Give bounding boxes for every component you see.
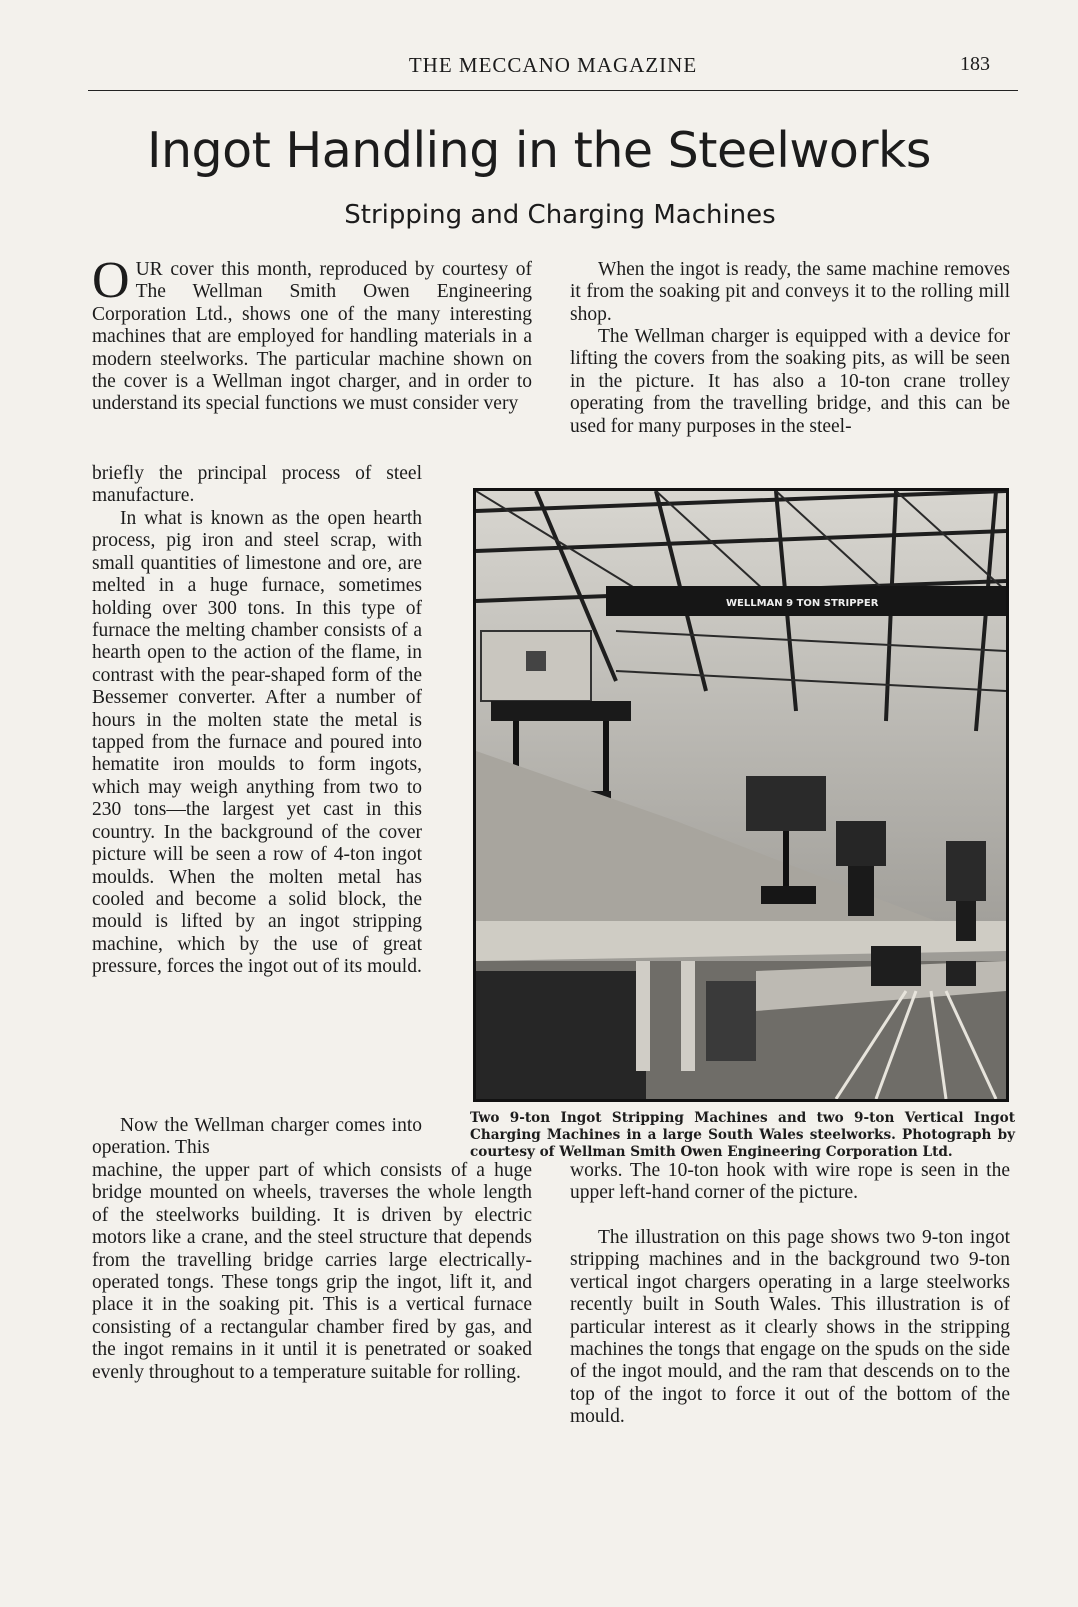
article-subtitle: Stripping and Charging Machines xyxy=(344,200,776,230)
paragraph-intro: OUR cover this month, reproduced by courtesy of The Wellman Smith Owen Engineering Corporation Ltd., shows one of the many interesting machines that are employed for handling materials in a modern steelworks. The particular machine shown on the cover is a Wellman ingot charger, and in order to understand its special functions we must consider very xyxy=(92,252,532,415)
paragraph-charger: Now the Wellman charger comes into operation. This xyxy=(92,1115,422,1159)
paragraph-intro-continued: briefly the principal process of steel manufacture. xyxy=(92,463,422,507)
photo-illustration xyxy=(476,491,1006,1099)
page-number: 183 xyxy=(960,53,990,75)
paragraph-illustration: The illustration on this page shows two 9-ton ingot stripping machines and in the background two 9-ton vertical ingot chargers operating in a large steelworks recently built in South Wales. This illustration is of particular interest as it clearly shows in the stripping machines the tongs that engage on the spuds on the side of the ingot mould, and the ram that descends on to the top of the ingot to force it out of the bottom of the mould. xyxy=(570,1227,1010,1428)
page-header xyxy=(88,50,1018,91)
magazine-title: THE MECCANO MAGAZINE xyxy=(408,53,698,77)
paragraph-rolling-mill: When the ingot is ready, the same machine removes it from the soaking pit and conveys it to the rolling mill shop. xyxy=(570,259,1010,325)
crane-sign: WELLMAN 9 TON STRIPPER xyxy=(726,598,879,609)
photo-caption: Two 9-ton Ingot Stripping Machines and two 9-ton Vertical Ingot Charging Machines in a large South Wales steelworks. Photograph by courtesy of Wellman Smith Owen Engineering Corporation Ltd. xyxy=(470,1110,1015,1160)
paragraph-open-hearth: In what is known as the open hearth process, pig iron and steel scrap, with small quantities of limestone and ore, are melted in a huge furnace, sometimes holding over 300 tons. In this type of furnace the melting chamber consists of a hearth open to the action of the flame, in contrast with the pear-shaped form of the Bessemer converter. After a number of hours in the molten state the metal is tapped from the furnace and poured into hematite iron moulds to form ingots, which may weigh anything from two to 230 tons—the largest yet cast in this country. In the background of the cover picture will be seen a row of 4-ton ingot moulds. When the molten metal has cooled and become a solid block, the mould is lifted by an ingot stripping machine, which by the use of great pressure, forces the ingot out of its mould. xyxy=(92,508,422,978)
article-title: Ingot Handling in the Steelworks xyxy=(147,122,931,179)
paragraph-equipment-continued: works. The 10-ton hook with wire rope is seen in the upper left-hand corner of the picture. xyxy=(570,1160,1010,1204)
paragraph-equipment: The Wellman charger is equipped with a device for lifting the covers from the soaking pits, as will be seen in the picture. It has also a 10-ton crane trolley operating from the travelling bridge, and this can be used for many purposes in the steel- xyxy=(570,326,1010,437)
paragraph-charger-continued: machine, the upper part of which consists of a huge bridge mounted on wheels, traverses the whole length of the steelworks building. It is driven by electric motors like a crane, and the steel structure that depends from the travelling bridge carries large electrically-operated tongs. These tongs grip the ingot, lift it, and place it in the soaking pit. This is a vertical furnace consisting of a rectangular chamber fired by gas, and the ingot remains in it until it is penetrated or soaked evenly throughout to a temperature suitable for rolling. xyxy=(92,1160,532,1383)
steelworks-photograph xyxy=(473,488,1009,1102)
drop-cap: O xyxy=(92,252,130,309)
